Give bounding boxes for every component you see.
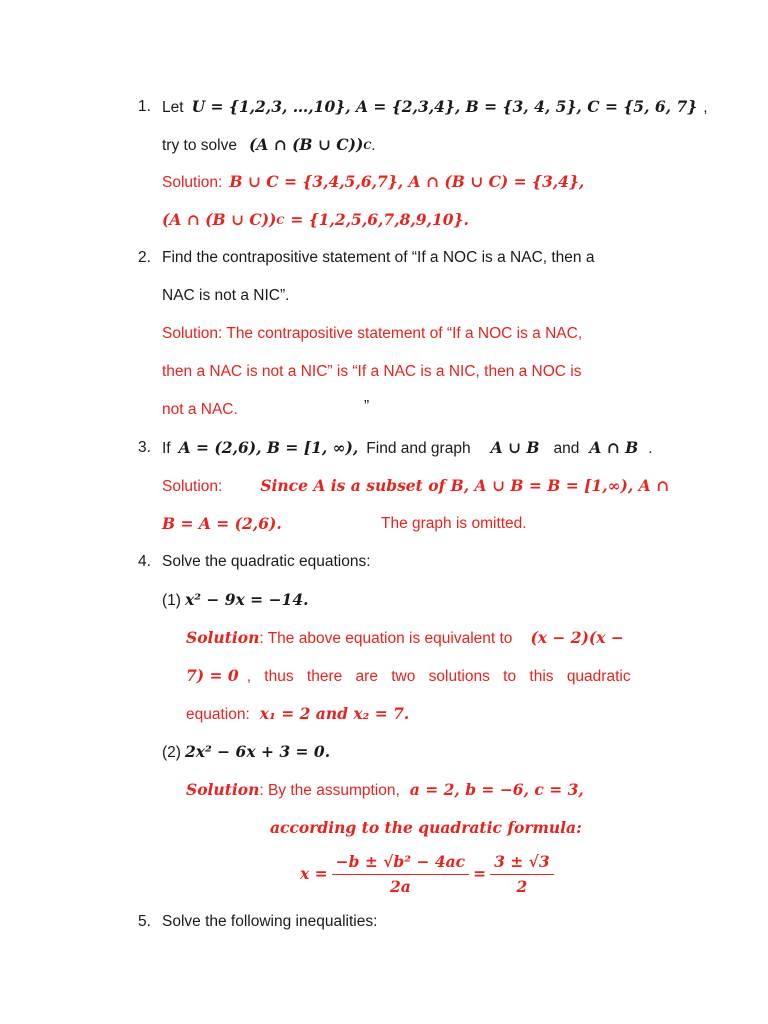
q2-solution-line3	[162, 400, 238, 420]
q4-title-text: Solve the quadratic equations:	[162, 553, 371, 570]
q2-line1-text: Find the contrapositive statement of “If a NOC is a NAC, then a	[162, 249, 595, 266]
q4-part2-solution-math: a = 2, b = −6, c = 3,	[409, 780, 584, 799]
formula-numerator: −b ± √b² − 4ac	[332, 852, 469, 875]
q3-sets-math: A = (2,6), B = [1, ∞),	[178, 438, 359, 457]
q4-part2-formula-line	[270, 818, 582, 838]
q1-number: 1.	[138, 98, 151, 115]
q2-solution-text3: not a NAC.	[162, 401, 238, 418]
q1-solution-line2	[162, 210, 469, 233]
q1-solution-math1: B ∪ C = {3,4,5,6,7}, A ∩ (B ∪ C) = {3,4},	[229, 172, 585, 191]
q3-find-text: Find and graph	[366, 440, 471, 457]
q4-part1-solution-math: (x − 2)(x −	[530, 628, 624, 647]
q3-end: .	[648, 440, 653, 457]
q3-solution-math2: B = A = (2,6).	[162, 514, 282, 533]
q1-task-text: try to solve	[162, 137, 237, 154]
q4-part2-solution-label: Solution	[186, 780, 260, 799]
q3-omitted	[381, 514, 527, 534]
q4-part1-line3-text: equation:	[186, 706, 250, 723]
q1-task-math: (A ∩ (B ∪ C))	[248, 135, 364, 154]
q2-solution-line2	[162, 362, 582, 382]
q3-number: 3.	[138, 439, 151, 456]
q1-solution-line1	[162, 172, 584, 193]
q1-task-end: .	[371, 137, 376, 154]
q3-solution-line1	[162, 476, 669, 497]
q1-statement-prefix: Let	[162, 99, 184, 116]
q5-number: 5.	[138, 913, 151, 930]
q4-part1-solution-line3	[186, 704, 409, 725]
q3-solution-line2	[162, 514, 282, 534]
q4-part1-line2-text: , thus there are two solutions to this quadratic	[246, 668, 631, 685]
q1-solution-math2: (A ∩ (B ∪ C))	[162, 210, 277, 229]
q4-part1-line3-math: x₁ = 2 and x₂ = 7.	[259, 704, 410, 723]
q5-title	[162, 912, 377, 932]
q1-statement	[162, 97, 708, 118]
result-denominator: 2	[516, 876, 528, 896]
formula-denominator: 2a	[389, 876, 411, 896]
q1-solution-rest: = {1,2,5,6,7,8,9,10}.	[290, 210, 469, 229]
q1-task	[162, 135, 376, 158]
q4-part1-solution-text: : The above equation is equivalent to	[259, 630, 513, 647]
q1-task-sup: C	[363, 141, 372, 152]
q4-part1-solution-line2	[186, 666, 631, 687]
q4-part2	[162, 742, 330, 763]
q4-part1-solution-line1	[186, 628, 624, 649]
q2-solution-text1: Solution: The contrapositive statement of “If a NOC is a NAC,	[162, 325, 583, 342]
result-numerator: 3 ± √3	[490, 852, 554, 875]
q2-stray-quote-text: ”	[364, 398, 370, 415]
q1-statement-math: U = {1,2,3, …,10}, A = {2,3,4}, B = {3, 4, 5}, C = {5, 6, 7}	[191, 97, 698, 116]
q4-part1-solution-label: Solution	[186, 628, 260, 647]
q2-solution-line1	[162, 324, 651, 344]
q3-solution-math1: Since A is a subset of B, A ∪ B = B = [1,∞), A ∩	[260, 476, 670, 495]
formula-equals: =	[473, 864, 487, 883]
q4-part2-label: (2)	[162, 744, 181, 761]
q2-number: 2.	[138, 249, 151, 266]
q3-omitted-text: The graph is omitted.	[381, 515, 527, 532]
q3-union-math: A ∪ B	[490, 438, 540, 457]
result-fraction	[490, 852, 554, 897]
q4-part1-label: (1)	[162, 592, 181, 609]
formula-lhs: x =	[300, 864, 328, 883]
q4-part2-solution-line1	[186, 780, 584, 801]
q4-part1	[162, 590, 309, 611]
formula-fraction	[332, 852, 469, 897]
q5-title-text: Solve the following inequalities:	[162, 913, 378, 930]
q2-solution-text2: then a NAC is not a NIC” is “If a NAC is a NIC, then a NOC is	[162, 363, 582, 380]
q3-statement	[162, 438, 653, 459]
q4-number: 4.	[138, 553, 151, 570]
q3-prefix: If	[162, 440, 171, 457]
q4-part2-formula-text: according to the quadratic formula:	[270, 818, 582, 837]
q4-title	[162, 552, 371, 572]
q2-line2-text: NAC is not a NIC”.	[162, 287, 290, 304]
quadratic-formula	[300, 852, 554, 896]
q3-intersect-math: A ∩ B	[589, 438, 639, 457]
q2-line1	[162, 248, 594, 268]
q1-solution-sup: C	[276, 216, 285, 227]
q2-line2	[162, 286, 289, 306]
q4-part1-line2-math: 7) = 0	[186, 666, 239, 685]
q1-statement-suffix: ,	[703, 99, 708, 116]
q4-part2-equation: 2x² − 6x + 3 = 0.	[184, 742, 331, 761]
q3-solution-label: Solution:	[162, 478, 223, 495]
q4-part2-solution-text: : By the assumption,	[259, 782, 400, 799]
q1-solution-label: Solution:	[162, 174, 223, 191]
q2-stray-quote	[364, 397, 369, 417]
q3-and-text: and	[553, 440, 580, 457]
q4-part1-equation: x² − 9x = −14.	[184, 590, 309, 609]
